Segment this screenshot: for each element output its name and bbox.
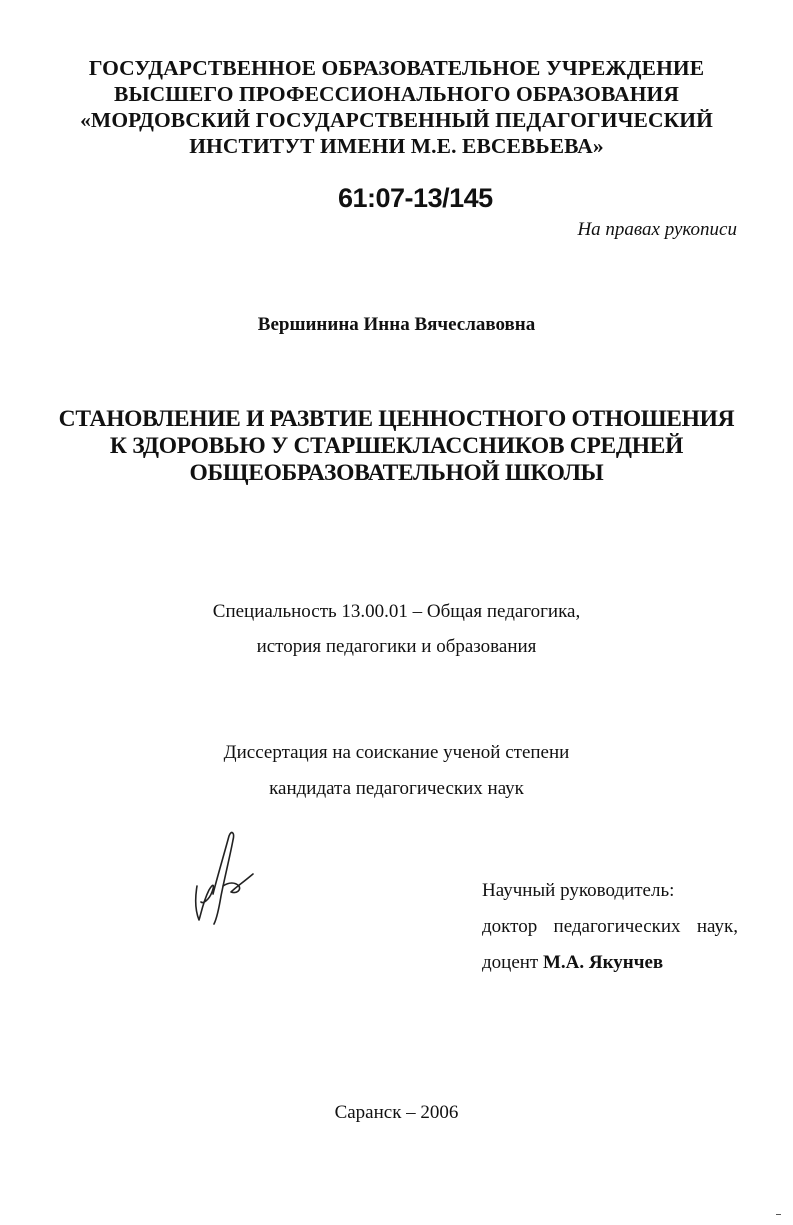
- institution-header: [0, 55, 793, 159]
- specialty-line-2: история педагогики и образования: [256, 636, 537, 657]
- handwritten-signature: [183, 828, 263, 928]
- advisor-label: Научный руководитель:: [482, 880, 675, 901]
- institution-line: ГОСУДАРСТВЕННОЕ ОБРАЗОВАТЕЛЬНОЕ УЧРЕЖДЕНИЕ: [88, 56, 705, 80]
- advisor-rank-name: [482, 945, 738, 981]
- advisor-block: [482, 873, 738, 981]
- advisor-name: М.А. Якунчев: [543, 952, 664, 973]
- manuscript-note: На правах рукописи: [577, 219, 737, 240]
- institution-line: ИНСТИТУТ ИМЕНИ М.Е. ЕВСЕВЬЕВА»: [189, 134, 604, 158]
- dissertation-title: [0, 406, 793, 487]
- advisor-rank: доцент: [482, 952, 543, 973]
- scan-mark: [776, 1214, 781, 1215]
- degree-block: [0, 735, 793, 807]
- specialty-block: [0, 594, 793, 664]
- degree-line-1: Диссертация на соискание ученой степени: [223, 742, 570, 763]
- institution-line: «МОРДОВСКИЙ ГОСУДАРСТВЕННЫЙ ПЕДАГОГИЧЕСКИЙ: [80, 108, 713, 132]
- title-line: К ЗДОРОВЬЮ У СТАРШЕКЛАССНИКОВ СРЕДНЕЙ: [109, 433, 684, 459]
- degree-line-2: кандидата педагогических наук: [269, 778, 524, 799]
- place-year: Саранск – 2006: [334, 1102, 459, 1123]
- title-line: СТАНОВЛЕНИЕ И РАЗВТИЕ ЦЕННОСТНОГО ОТНОШЕНИЯ: [58, 406, 735, 432]
- institution-line: ВЫСШЕГО ПРОФЕССИОНАЛЬНОГО ОБРАЗОВАНИЯ: [114, 82, 679, 106]
- advisor-degree: доктор педагогических наук,: [482, 916, 738, 937]
- catalog-code: 61:07-13/145: [338, 183, 493, 213]
- title-line: ОБЩЕОБРАЗОВАТЕЛЬНОЙ ШКОЛЫ: [189, 460, 604, 486]
- specialty-line-1: Специальность 13.00.01 – Общая педагогика,: [212, 601, 581, 622]
- author-name: Вершинина Инна Вячеславовна: [257, 314, 536, 335]
